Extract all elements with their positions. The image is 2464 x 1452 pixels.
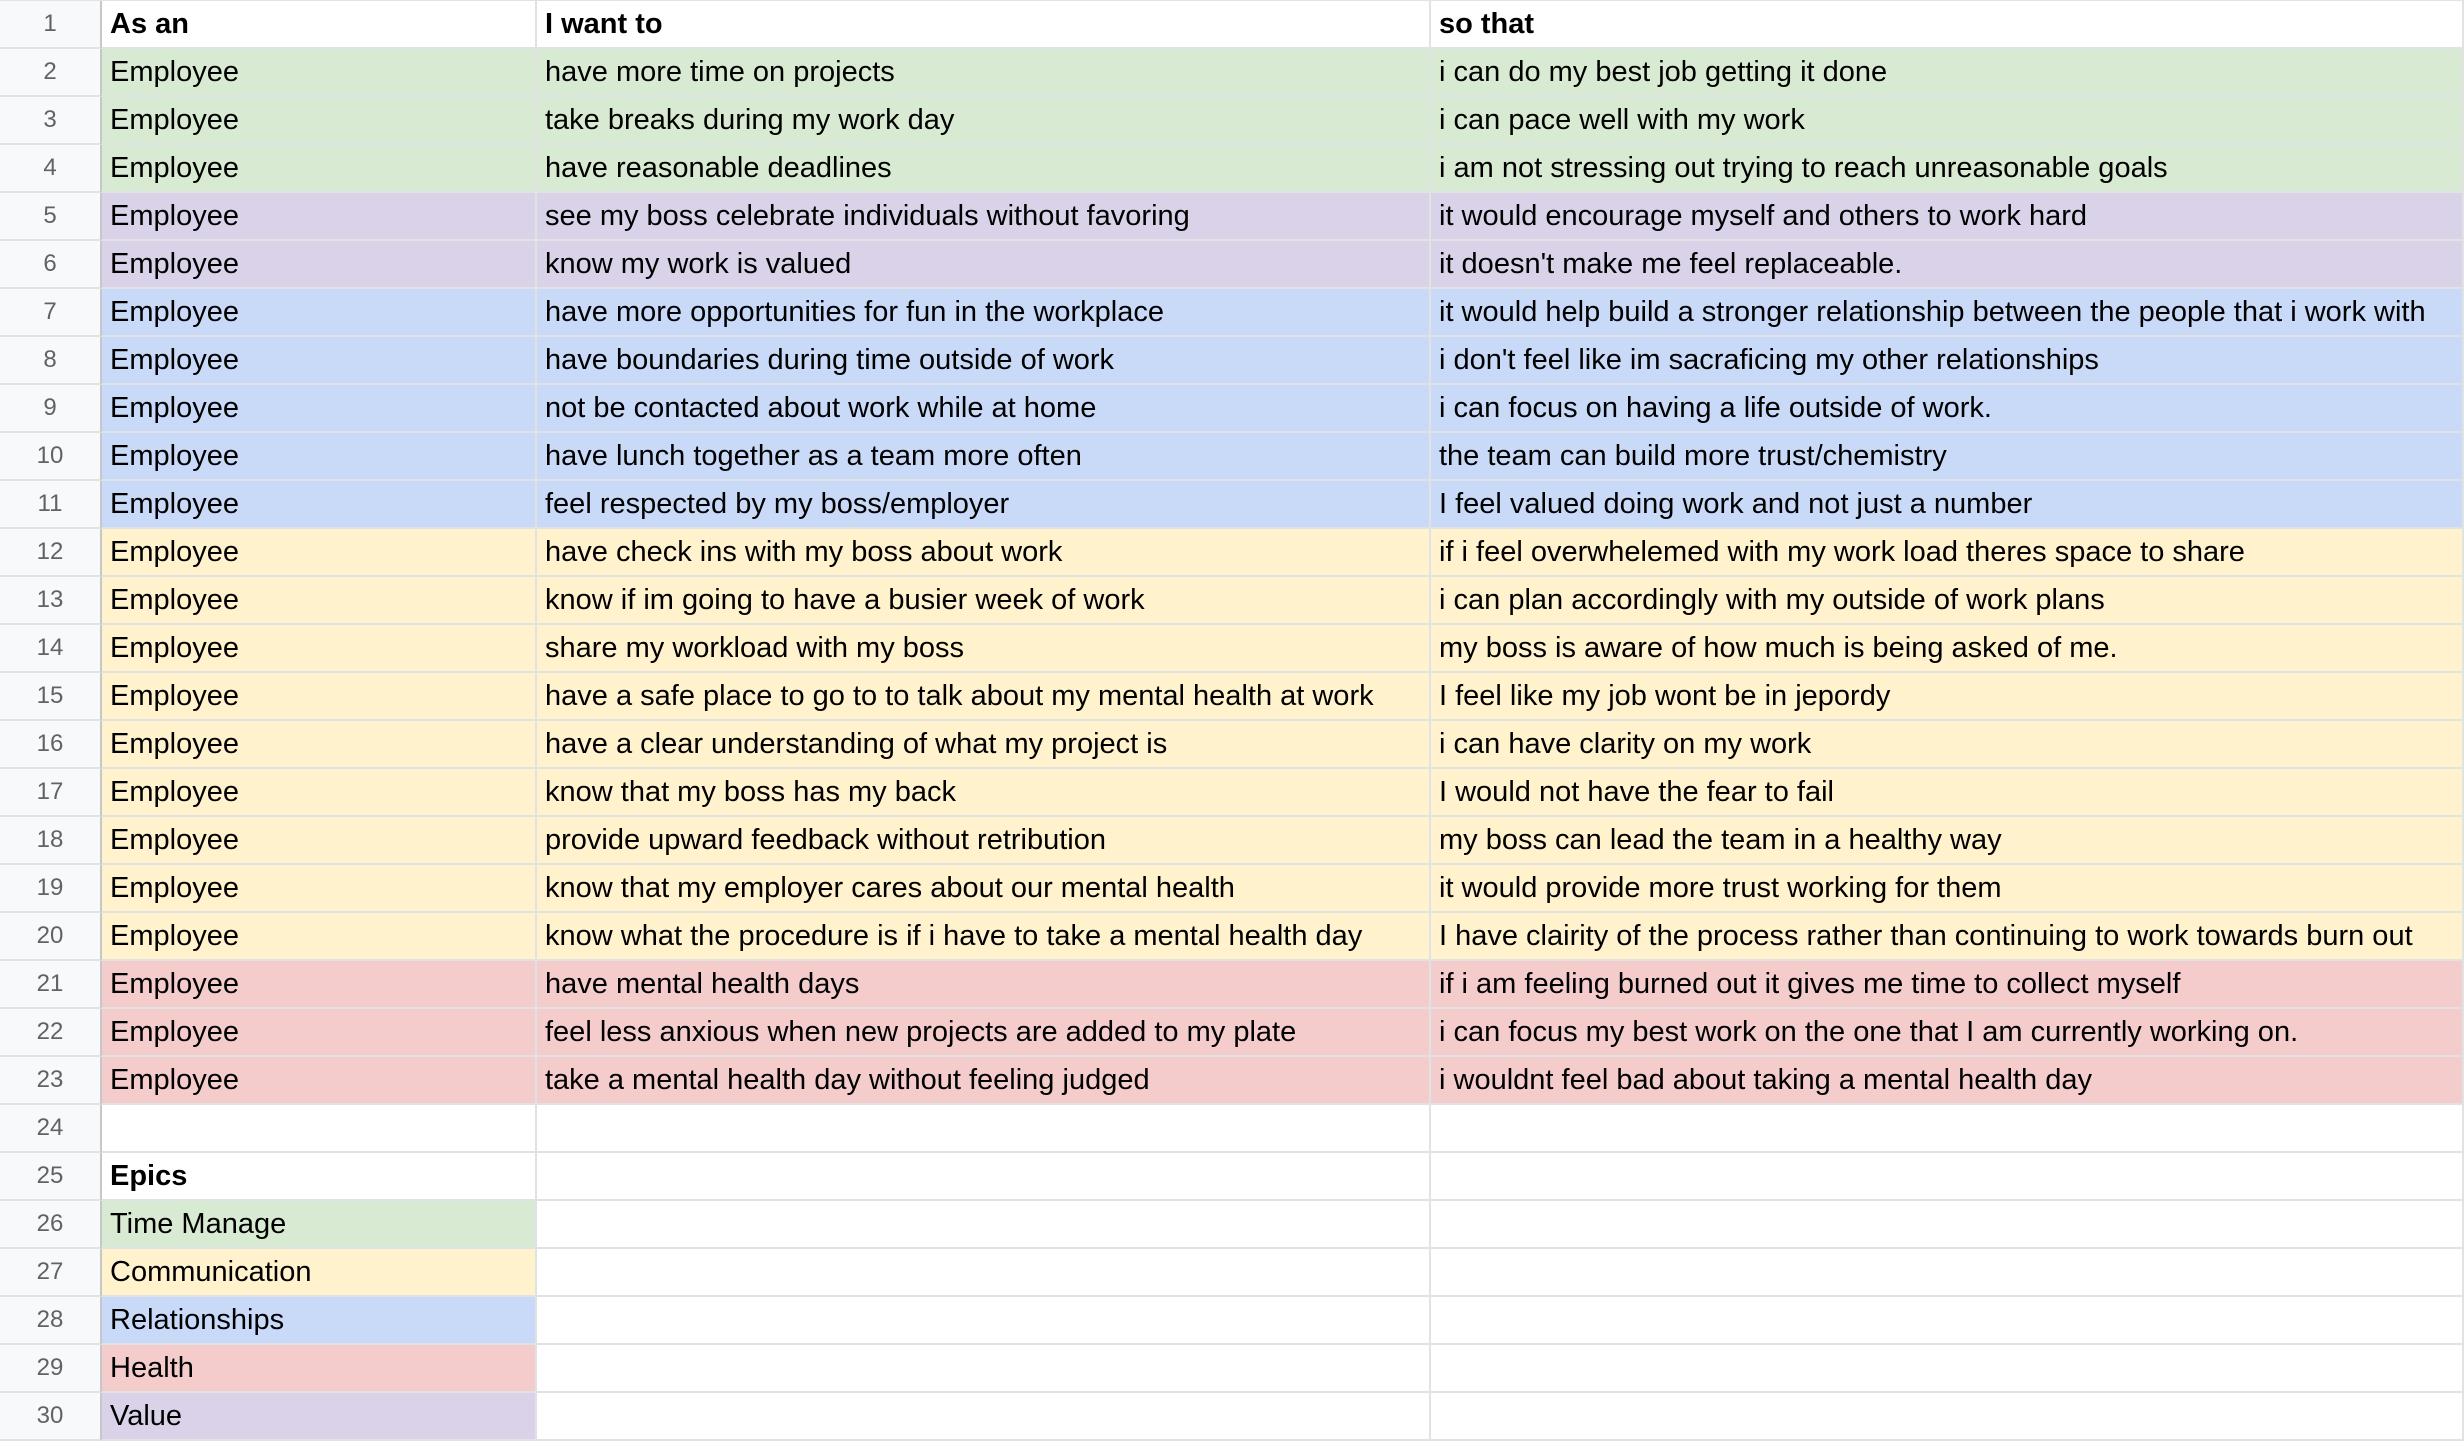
story-want-cell[interactable]: have more time on projects bbox=[537, 49, 1431, 97]
empty-cell[interactable] bbox=[102, 1105, 537, 1153]
story-want-cell[interactable]: take breaks during my work day bbox=[537, 97, 1431, 145]
row-number[interactable]: 8 bbox=[0, 337, 102, 385]
story-want-cell[interactable]: have a safe place to go to to talk about my mental health at work bbox=[537, 673, 1431, 721]
row-number[interactable]: 29 bbox=[0, 1345, 102, 1393]
row-number[interactable]: 11 bbox=[0, 481, 102, 529]
epics-title-cell[interactable]: Epics bbox=[102, 1153, 537, 1201]
story-as-an-cell[interactable]: Employee bbox=[102, 913, 537, 961]
story-want-cell[interactable]: feel less anxious when new projects are added to my plate bbox=[537, 1009, 1431, 1057]
story-as-an-cell[interactable]: Employee bbox=[102, 577, 537, 625]
row-number[interactable]: 24 bbox=[0, 1105, 102, 1153]
story-want-cell[interactable]: have more opportunities for fun in the workplace bbox=[537, 289, 1431, 337]
story-want-cell[interactable]: take a mental health day without feeling judged bbox=[537, 1057, 1431, 1105]
story-so-that-cell[interactable]: i can have clarity on my work bbox=[1431, 721, 2464, 769]
story-so-that-cell[interactable]: I feel like my job wont be in jepordy bbox=[1431, 673, 2464, 721]
story-want-cell[interactable]: not be contacted about work while at home bbox=[537, 385, 1431, 433]
row-number[interactable]: 15 bbox=[0, 673, 102, 721]
row-number[interactable]: 7 bbox=[0, 289, 102, 337]
story-so-that-cell[interactable]: my boss can lead the team in a healthy way bbox=[1431, 817, 2464, 865]
row-number[interactable]: 4 bbox=[0, 145, 102, 193]
story-want-cell[interactable]: see my boss celebrate individuals without favoring bbox=[537, 193, 1431, 241]
story-so-that-cell[interactable]: it would help build a stronger relationship between the people that i work with bbox=[1431, 289, 2464, 337]
empty-cell[interactable] bbox=[1431, 1105, 2464, 1153]
empty-cell[interactable] bbox=[537, 1153, 1431, 1201]
story-as-an-cell[interactable]: Employee bbox=[102, 289, 537, 337]
story-as-an-cell[interactable]: Employee bbox=[102, 769, 537, 817]
header-cell-as-an[interactable]: As an bbox=[102, 1, 537, 49]
story-as-an-cell[interactable]: Employee bbox=[102, 145, 537, 193]
story-want-cell[interactable]: share my workload with my boss bbox=[537, 625, 1431, 673]
row-number[interactable]: 2 bbox=[0, 49, 102, 97]
story-want-cell[interactable]: have a clear understanding of what my project is bbox=[537, 721, 1431, 769]
story-as-an-cell[interactable]: Employee bbox=[102, 1057, 537, 1105]
story-so-that-cell[interactable]: i can focus my best work on the one that I am currently working on. bbox=[1431, 1009, 2464, 1057]
story-want-cell[interactable]: have boundaries during time outside of work bbox=[537, 337, 1431, 385]
row-number[interactable]: 17 bbox=[0, 769, 102, 817]
story-want-cell[interactable]: have mental health days bbox=[537, 961, 1431, 1009]
row-number[interactable]: 27 bbox=[0, 1249, 102, 1297]
empty-cell[interactable] bbox=[1431, 1249, 2464, 1297]
story-want-cell[interactable]: know that my employer cares about our mental health bbox=[537, 865, 1431, 913]
story-want-cell[interactable]: know my work is valued bbox=[537, 241, 1431, 289]
story-as-an-cell[interactable]: Employee bbox=[102, 385, 537, 433]
row-number[interactable]: 20 bbox=[0, 913, 102, 961]
row-number[interactable]: 25 bbox=[0, 1153, 102, 1201]
story-so-that-cell[interactable]: i can pace well with my work bbox=[1431, 97, 2464, 145]
row-number[interactable]: 3 bbox=[0, 97, 102, 145]
epic-legend-cell[interactable]: Relationships bbox=[102, 1297, 537, 1345]
story-so-that-cell[interactable]: it would encourage myself and others to work hard bbox=[1431, 193, 2464, 241]
row-number[interactable]: 22 bbox=[0, 1009, 102, 1057]
row-number[interactable]: 6 bbox=[0, 241, 102, 289]
story-so-that-cell[interactable]: it doesn't make me feel replaceable. bbox=[1431, 241, 2464, 289]
row-number[interactable]: 9 bbox=[0, 385, 102, 433]
story-as-an-cell[interactable]: Employee bbox=[102, 97, 537, 145]
epic-legend-cell[interactable]: Communication bbox=[102, 1249, 537, 1297]
story-as-an-cell[interactable]: Employee bbox=[102, 673, 537, 721]
row-number[interactable]: 13 bbox=[0, 577, 102, 625]
empty-cell[interactable] bbox=[1431, 1201, 2464, 1249]
story-so-that-cell[interactable]: I have clairity of the process rather than continuing to work towards burn out bbox=[1431, 913, 2464, 961]
story-as-an-cell[interactable]: Employee bbox=[102, 49, 537, 97]
row-number[interactable]: 10 bbox=[0, 433, 102, 481]
story-want-cell[interactable]: know that my boss has my back bbox=[537, 769, 1431, 817]
empty-cell[interactable] bbox=[537, 1105, 1431, 1153]
story-want-cell[interactable]: have reasonable deadlines bbox=[537, 145, 1431, 193]
story-so-that-cell[interactable]: my boss is aware of how much is being asked of me. bbox=[1431, 625, 2464, 673]
story-so-that-cell[interactable]: i don't feel like im sacraficing my other relationships bbox=[1431, 337, 2464, 385]
row-number[interactable]: 16 bbox=[0, 721, 102, 769]
story-so-that-cell[interactable]: the team can build more trust/chemistry bbox=[1431, 433, 2464, 481]
story-want-cell[interactable]: have check ins with my boss about work bbox=[537, 529, 1431, 577]
story-so-that-cell[interactable]: if i am feeling burned out it gives me time to collect myself bbox=[1431, 961, 2464, 1009]
story-as-an-cell[interactable]: Employee bbox=[102, 721, 537, 769]
epic-legend-cell[interactable]: Health bbox=[102, 1345, 537, 1393]
empty-cell[interactable] bbox=[1431, 1393, 2464, 1441]
row-number[interactable]: 23 bbox=[0, 1057, 102, 1105]
epic-legend-cell[interactable]: Time Manage bbox=[102, 1201, 537, 1249]
row-number[interactable]: 28 bbox=[0, 1297, 102, 1345]
story-as-an-cell[interactable]: Employee bbox=[102, 337, 537, 385]
story-as-an-cell[interactable]: Employee bbox=[102, 241, 537, 289]
story-as-an-cell[interactable]: Employee bbox=[102, 961, 537, 1009]
empty-cell[interactable] bbox=[537, 1297, 1431, 1345]
story-as-an-cell[interactable]: Employee bbox=[102, 817, 537, 865]
story-so-that-cell[interactable]: I feel valued doing work and not just a number bbox=[1431, 481, 2464, 529]
empty-cell[interactable] bbox=[537, 1249, 1431, 1297]
story-as-an-cell[interactable]: Employee bbox=[102, 625, 537, 673]
story-as-an-cell[interactable]: Employee bbox=[102, 193, 537, 241]
story-so-that-cell[interactable]: I would not have the fear to fail bbox=[1431, 769, 2464, 817]
row-number[interactable]: 1 bbox=[0, 1, 102, 49]
story-as-an-cell[interactable]: Employee bbox=[102, 865, 537, 913]
header-cell-i-want-to[interactable]: I want to bbox=[537, 1, 1431, 49]
row-number[interactable]: 21 bbox=[0, 961, 102, 1009]
story-as-an-cell[interactable]: Employee bbox=[102, 481, 537, 529]
empty-cell[interactable] bbox=[1431, 1345, 2464, 1393]
story-so-that-cell[interactable]: i can focus on having a life outside of work. bbox=[1431, 385, 2464, 433]
story-so-that-cell[interactable]: i am not stressing out trying to reach unreasonable goals bbox=[1431, 145, 2464, 193]
story-want-cell[interactable]: know what the procedure is if i have to take a mental health day bbox=[537, 913, 1431, 961]
empty-cell[interactable] bbox=[1431, 1153, 2464, 1201]
story-want-cell[interactable]: know if im going to have a busier week of work bbox=[537, 577, 1431, 625]
story-want-cell[interactable]: provide upward feedback without retribution bbox=[537, 817, 1431, 865]
story-so-that-cell[interactable]: i can do my best job getting it done bbox=[1431, 49, 2464, 97]
empty-cell[interactable] bbox=[537, 1201, 1431, 1249]
empty-cell[interactable] bbox=[537, 1393, 1431, 1441]
row-number[interactable]: 12 bbox=[0, 529, 102, 577]
story-as-an-cell[interactable]: Employee bbox=[102, 529, 537, 577]
story-as-an-cell[interactable]: Employee bbox=[102, 1009, 537, 1057]
row-number[interactable]: 26 bbox=[0, 1201, 102, 1249]
empty-cell[interactable] bbox=[537, 1345, 1431, 1393]
row-number[interactable]: 14 bbox=[0, 625, 102, 673]
story-so-that-cell[interactable]: i can plan accordingly with my outside of work plans bbox=[1431, 577, 2464, 625]
story-so-that-cell[interactable]: it would provide more trust working for them bbox=[1431, 865, 2464, 913]
row-number[interactable]: 5 bbox=[0, 193, 102, 241]
row-number[interactable]: 19 bbox=[0, 865, 102, 913]
story-as-an-cell[interactable]: Employee bbox=[102, 433, 537, 481]
story-want-cell[interactable]: have lunch together as a team more often bbox=[537, 433, 1431, 481]
story-so-that-cell[interactable]: i wouldnt feel bad about taking a mental health day bbox=[1431, 1057, 2464, 1105]
story-want-cell[interactable]: feel respected by my boss/employer bbox=[537, 481, 1431, 529]
header-cell-so-that[interactable]: so that bbox=[1431, 1, 2464, 49]
story-so-that-cell[interactable]: if i feel overwhelemed with my work load theres space to share bbox=[1431, 529, 2464, 577]
row-number[interactable]: 18 bbox=[0, 817, 102, 865]
epic-legend-cell[interactable]: Value bbox=[102, 1393, 537, 1441]
empty-cell[interactable] bbox=[1431, 1297, 2464, 1345]
row-number[interactable]: 30 bbox=[0, 1393, 102, 1441]
